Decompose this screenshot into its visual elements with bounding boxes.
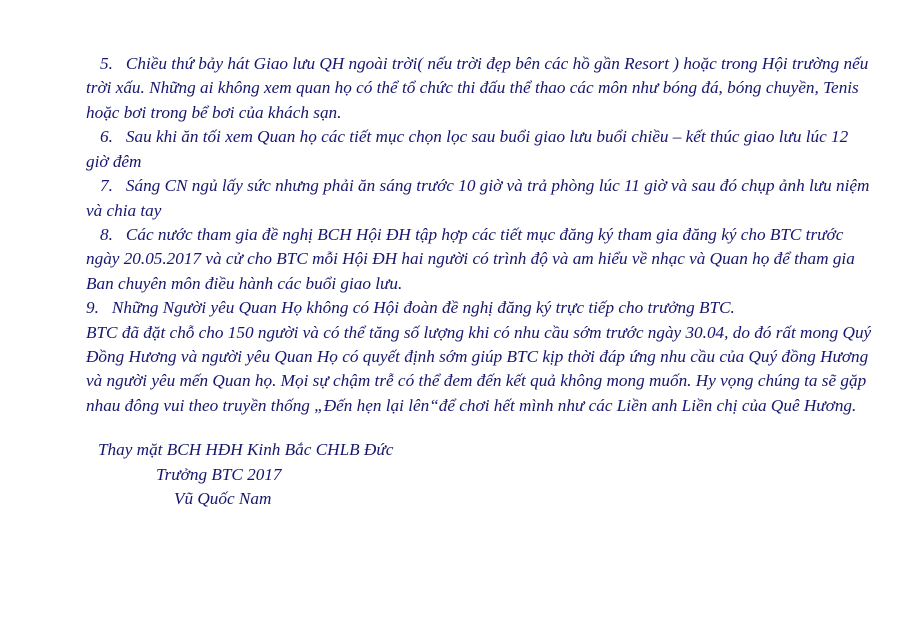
list-item [86,296,873,320]
list-item [86,223,873,296]
list-item-number: 7. [100,176,113,196]
list-item-text: Các nước tham gia đề nghị BCH Hội ĐH tập hợp các tiết mục đăng ký tham gia đăng ký cho BTC trước ngày 20.05.2017 và cử cho BTC mỗi Hội ĐH hai người có trình độ và am hiểu về nhạc và Quan họ để tham gia Ban chuyên môn điều hành các buổi giao lưu. [86,224,855,293]
document-body [86,52,873,512]
closing-paragraph: BTC đã đặt chỗ cho 150 người và có thể tăng số lượng khi có nhu cầu sớm trước ngày 30.04, do đó rất mong Quý Đồng Hương và người yêu Quan Họ có quyết định sớm giúp BTC kịp thời đáp ứng nhu cầu của Quý đồng Hương và người yêu mến Quan họ. Mọi sự chậm trễ có thể đem đến kết quả không mong muốn. Hy vọng chúng ta sẽ gặp nhau đông vui theo truyền thống „Đến hẹn lại lên“để chơi hết mình như các Liền anh Liền chị của Quê Hương. [86,322,872,415]
list-item-text: Sáng CN ngủ lấy sức nhưng phải ăn sáng trước 10 giờ và trả phòng lúc 11 giờ và sau đó chụp ảnh lưu niệm và chia tay [86,176,870,220]
signature-organization: Thay mặt BCH HĐH Kinh Bắc CHLB Đức [98,440,394,460]
signature-name: Vũ Quốc Nam [174,489,272,509]
list-item-number: 9. [86,298,99,318]
list-item-number: 8. [100,224,113,244]
list-item-text: Những Người yêu Quan Họ không có Hội đoàn đề nghị đăng ký trực tiếp cho trưởng BTC. [111,298,735,318]
list-item-number: 5. [100,54,113,73]
list-item [86,52,873,125]
list-item-text: Sau khi ăn tối xem Quan họ các tiết mục chọn lọc sau buổi giao lưu buổi chiều – kết thúc giao lưu lúc 12 giờ đêm [86,127,849,171]
list-item [86,125,873,174]
list-item [86,174,873,223]
signature-role: Trưởng BTC 2017 [156,464,282,484]
list-item-number: 6. [100,127,113,147]
list-item-text: Chiều thứ bảy hát Giao lưu QH ngoài trời( nếu trời đẹp bên các hồ gần Resort ) hoặc trong Hội trường nếu trời xấu. Những ai không xem quan họ có thể tổ chức thi đấu thể thao các môn như bóng đá, bóng chuyền, Tenis hoặc bơi trong bể bơi của khách sạn. [86,54,869,122]
signature-block [86,438,873,511]
